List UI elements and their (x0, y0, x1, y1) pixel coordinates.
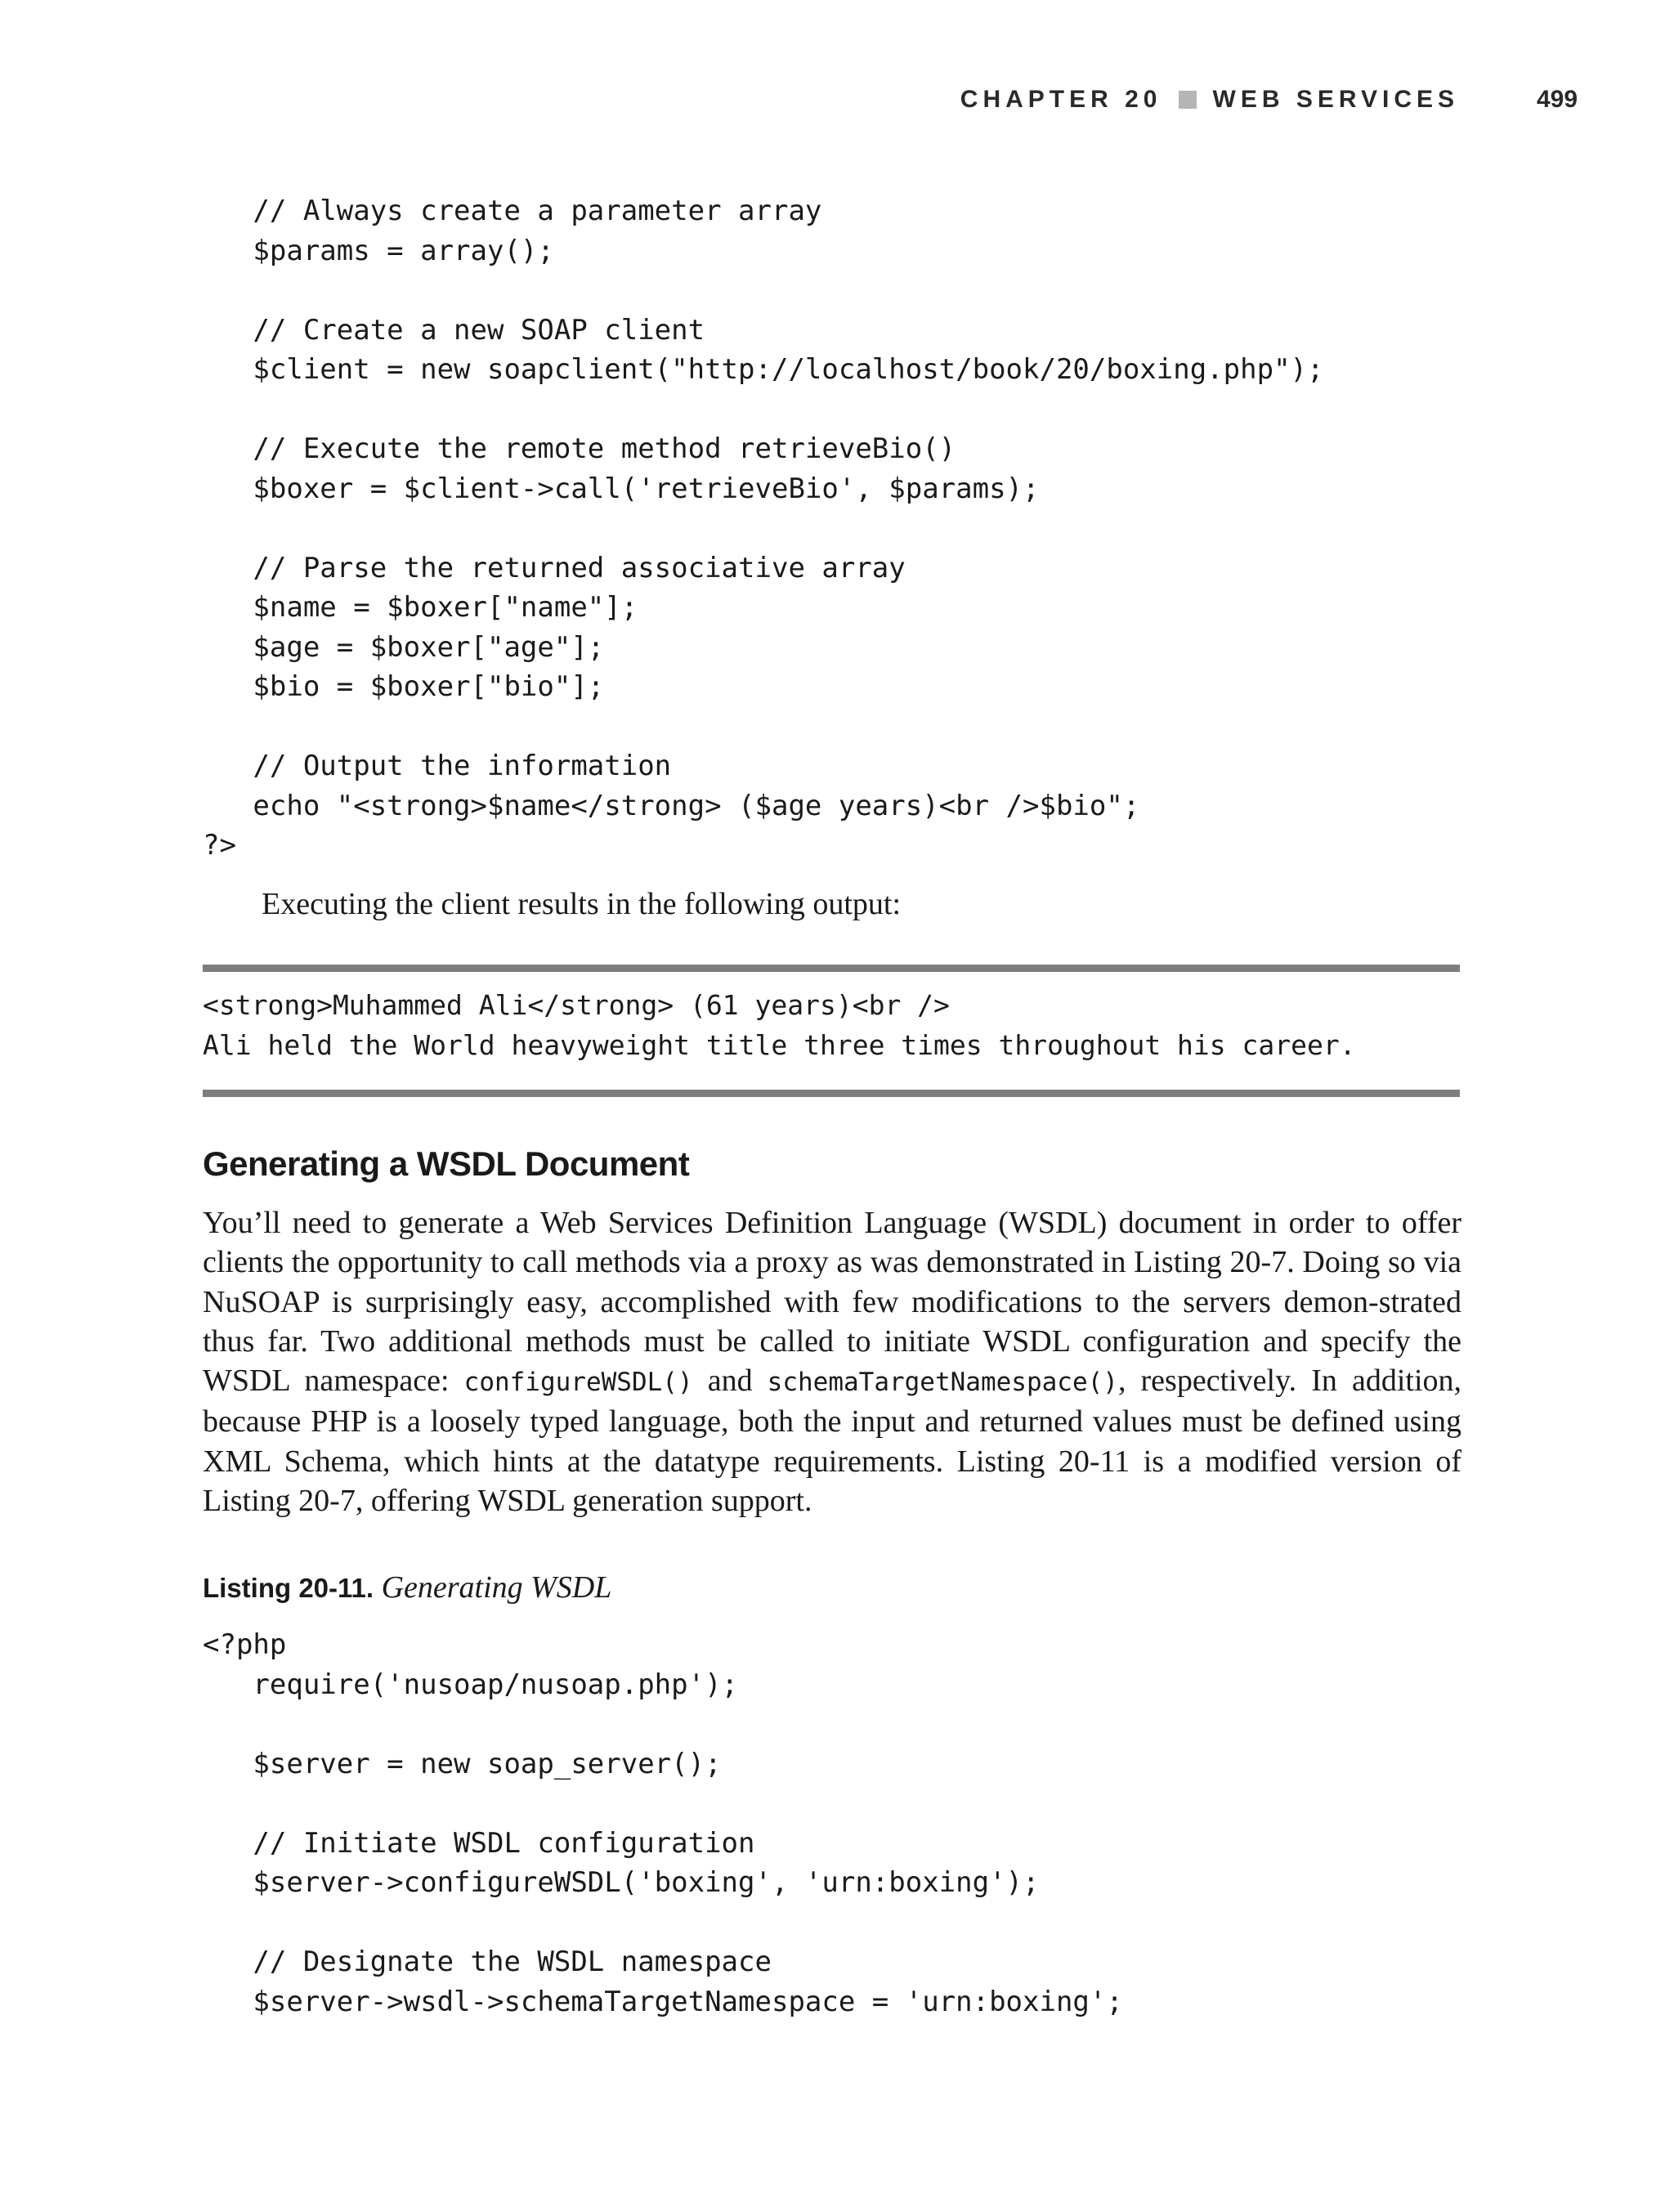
paragraph-text-1: You’ll need to generate a Web Services Definition Language (WSDL) document in order to offer clients the opportunity to call methods via a proxy as was demonstrated in Listing 20-7. Doing so via NuSOAP is surprisingly easy, accomplished with few modifications to the servers demon-strated thus far. Two additional methods must be called to initiate WSDL configuration and specify the WSDL namespace: (203, 1206, 1461, 1399)
output-code: <strong>Muhammed Ali</strong> (61 years)<br /> Ali held the World heavyweight title three times throughout his career. (203, 989, 1356, 1061)
section-heading: Generating a WSDL Document (203, 1144, 690, 1183)
code-block-server: <?php require('nusoap/nusoap.php'); $server = new soap_server(); // Initiate WSDL configuration $server->configureWSDL('boxing', 'urn:boxing'); // Designate the WSDL namespace $server->wsdl->schemaTargetNamespace = 'urn:boxing'; (203, 1628, 1123, 2018)
paragraph-text-3: , respectively. In addition, because PHP is a loosely typed language, both the input and returned values must be defined using XML Schema, which hints at the datatype requirements. Listing 20-11 is a modified version of Listing 20-7, offering WSDL generation support. (203, 1363, 1461, 1519)
chapter-label: CHAPTER 20 (960, 86, 1162, 113)
paragraph-text-2: and (692, 1363, 768, 1399)
body-paragraph (203, 1203, 1461, 1520)
listing-caption (203, 1568, 611, 1608)
output-bottom-rule (203, 1090, 1460, 1097)
listing-title: Generating WSDL (381, 1570, 612, 1605)
intro-paragraph: Executing the client results in the following output: (262, 887, 902, 921)
header-separator-square (1179, 91, 1197, 109)
output-box (203, 965, 1460, 1097)
output-top-rule (203, 965, 1460, 972)
inline-code-schematargetnamespace: schemaTargetNamespace() (767, 1368, 1118, 1398)
listing-label: Listing 20-11. (203, 1573, 374, 1603)
running-header (0, 82, 1674, 118)
code-block-client: // Always create a parameter array $params = array(); // Create a new SOAP client $client = new soapclient("http://localhost/book/20/boxing.php"); // Execute the remote method retrieveBio() $boxer = $client->call('retrieveBio', $params); // Parse the returned associative array $name = $boxer["name"]; $age = $boxer["age"]; $bio = $boxer["bio"]; // Output the information echo "<strong>$name</strong> ($age years)<br />$bio"; ?> (203, 195, 1324, 862)
inline-code-configurewsdl: configureWSDL() (463, 1368, 693, 1398)
chapter-title (960, 82, 1459, 118)
section-label: WEB SERVICES (1212, 86, 1459, 113)
page-number: 499 (1537, 86, 1578, 113)
